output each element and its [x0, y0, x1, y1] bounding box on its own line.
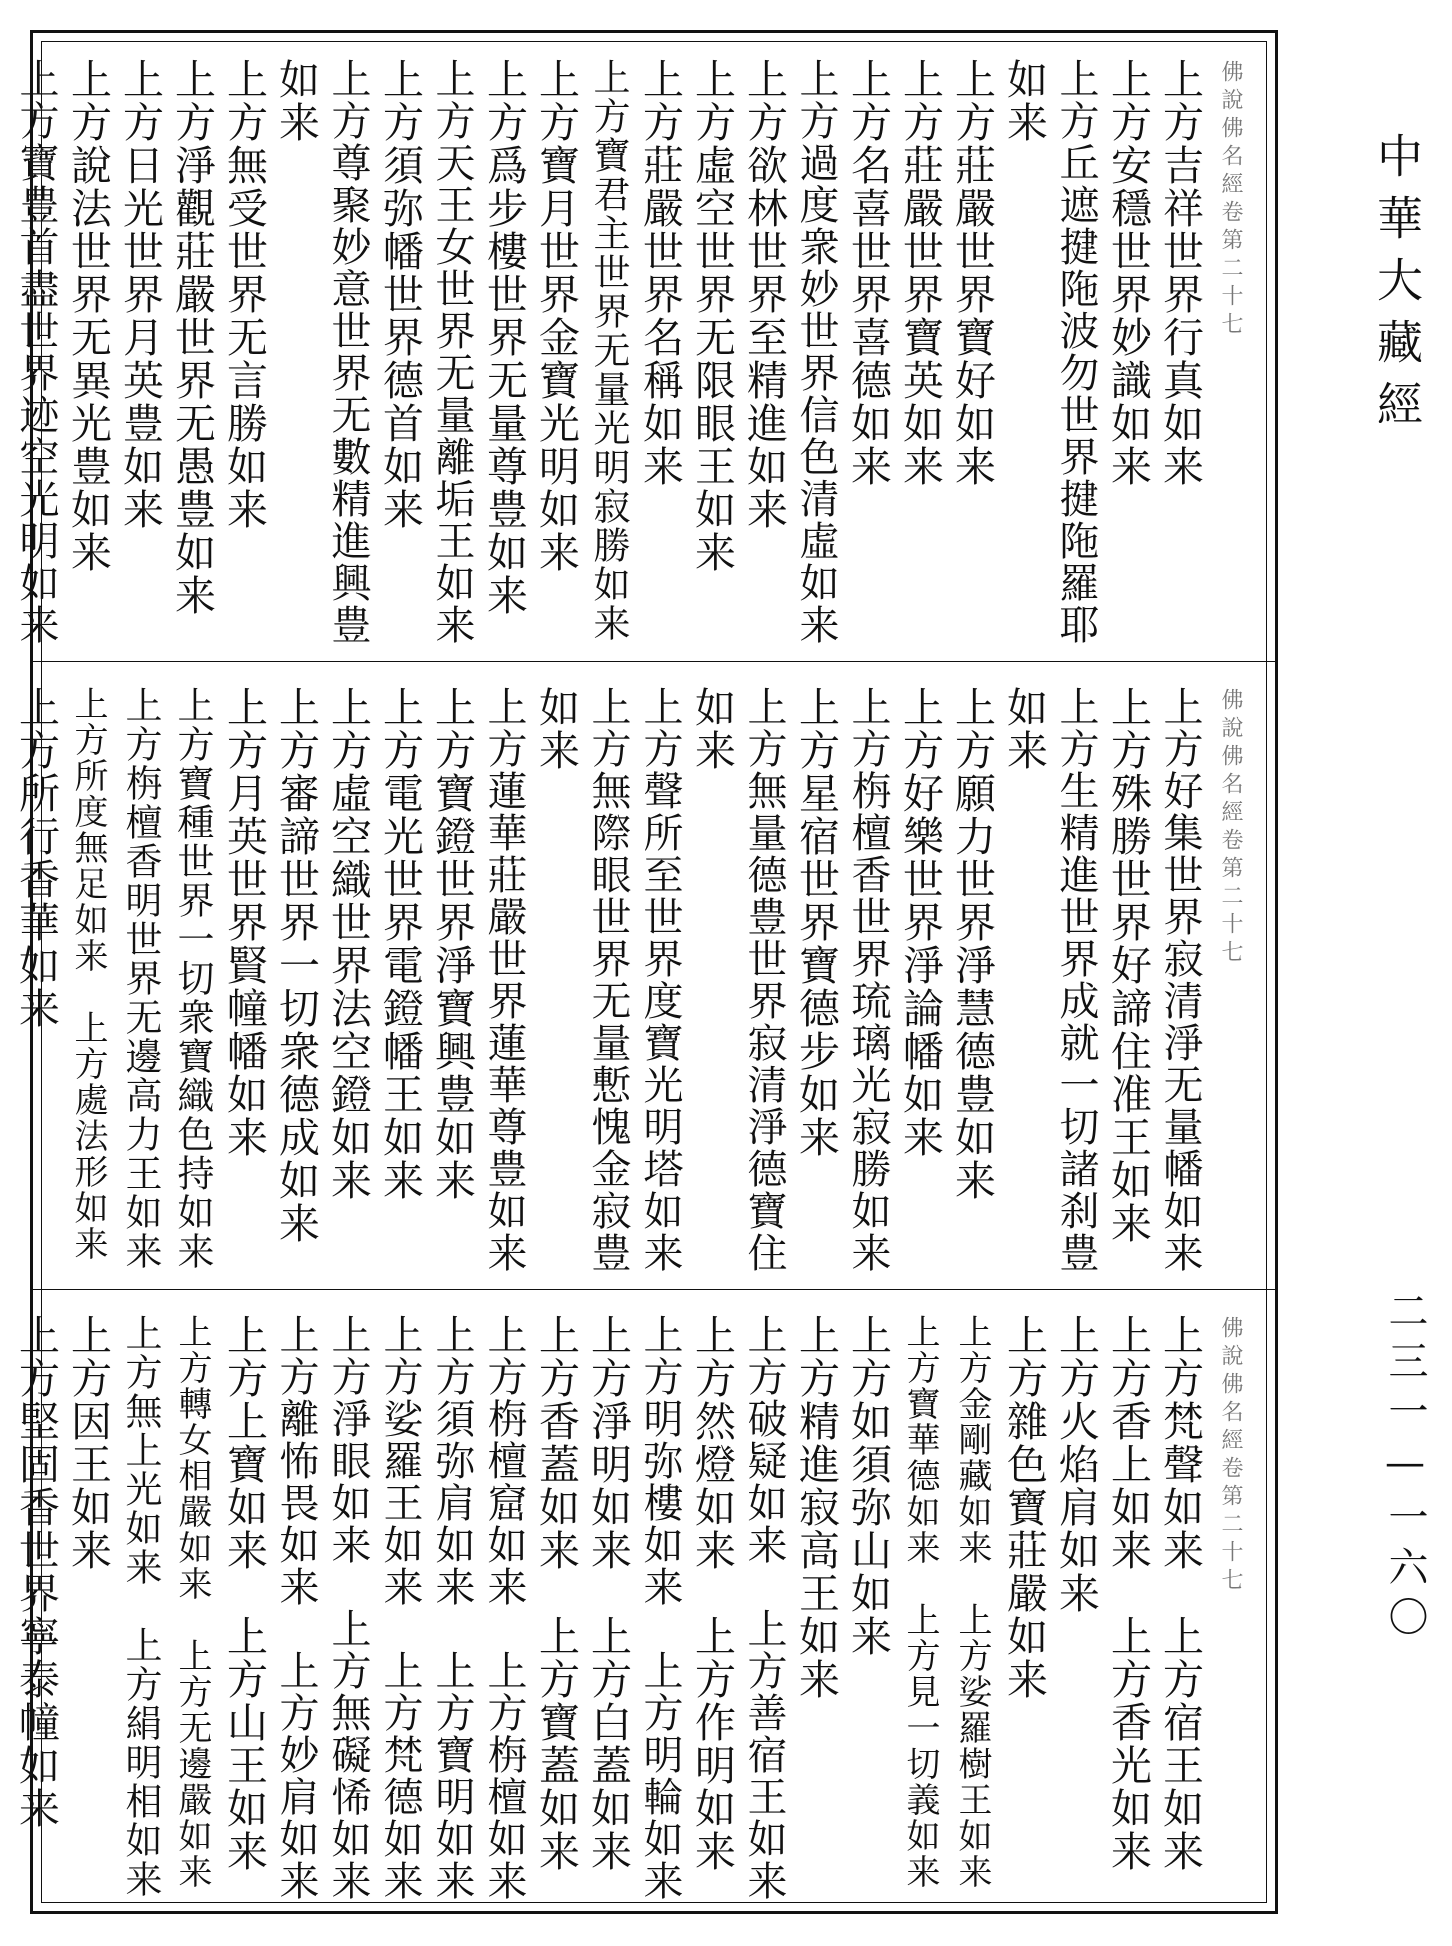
- text-column: 上方願力世界淨慧德豊如来: [948, 686, 996, 1202]
- text-column: 上方無際眼世界无量慙愧金寂豊: [585, 686, 631, 1274]
- text-column: 上方星宿世界寶德步如来: [792, 686, 840, 1159]
- text-column: 如来: [1000, 58, 1048, 144]
- text-column: 上方虛空織世界法空鐙如来: [324, 686, 372, 1202]
- text-column: 上方莊嚴世界寶好如来: [948, 58, 996, 488]
- column-grid: [12, 668, 1268, 1276]
- margin-note: 佛說佛名經卷第二十七: [1218, 60, 1243, 340]
- text-column: 上方殊勝世界好諦住准王如来: [1104, 686, 1152, 1245]
- text-column: 上方所度無足如来 上方處法形如来: [68, 686, 108, 1262]
- register-divider-2: [33, 1289, 1275, 1290]
- text-column: 上方日光世界月英豊如来: [116, 58, 164, 531]
- text-column: 上方上寶如来 上方山王如来: [220, 1314, 268, 1873]
- text-column: 上方梵聲如来 上方宿王如来: [1156, 1314, 1204, 1873]
- text-column: 上方轉女相嚴如来 上方无邊嚴如来: [172, 1314, 212, 1890]
- text-column: 上方無受世界无言勝如来: [220, 58, 268, 531]
- text-column: 上方名喜世界喜德如来: [844, 58, 892, 488]
- text-register-3: [12, 1296, 1268, 1904]
- text-column: 如来: [688, 686, 736, 772]
- text-column: 上方金剛藏如来 上方娑羅樹王如来: [952, 1314, 992, 1890]
- text-column: 上方寶華德如来 上方見一切義如来: [900, 1314, 940, 1890]
- text-column: 上方安穩世界妙識如来: [1104, 58, 1152, 488]
- text-column: 如来: [272, 58, 320, 144]
- text-column: 上方淨眼如来 上方無礙悕如来: [325, 1314, 371, 1902]
- text-column: 上方堅固香世界寧泰幢如来: [12, 1314, 60, 1830]
- text-column: 上方因王如来: [64, 1314, 112, 1572]
- text-column: 上方莊嚴世界名稱如来: [636, 58, 684, 488]
- text-column: 上方所行香華如来: [12, 686, 60, 1030]
- text-column: 如来: [1000, 686, 1048, 772]
- text-column: 上方好集世界寂清淨无量幡如来: [1157, 686, 1203, 1274]
- text-register-2: [12, 668, 1268, 1276]
- text-register-1: [13, 40, 1268, 648]
- text-column: 上方破疑如来 上方善宿王如来: [741, 1314, 787, 1902]
- text-column: 上方栴檀香世界琉璃光寂勝如来: [845, 686, 891, 1274]
- text-column: 上方寶君主世界无量光明寂勝如来: [587, 58, 630, 643]
- text-column: 上方雜色寶莊嚴如来: [1000, 1314, 1048, 1701]
- text-column: 上方天王女世界无量離垢王如来: [429, 58, 475, 646]
- text-column: 上方電光世界電鐙幡王如来: [376, 686, 424, 1202]
- text-column: 上方寶種世界一切衆寶織色持如来: [171, 686, 214, 1271]
- text-column: 上方虛空世界无限眼王如来: [688, 58, 736, 574]
- text-column: 上方栴檀香明世界无邊高力王如来: [119, 686, 162, 1271]
- text-column: 上方栴檀窟如来 上方栴檀如来: [481, 1314, 527, 1902]
- side-title: 中華大藏經: [1370, 132, 1424, 442]
- register-divider-1: [33, 661, 1275, 662]
- text-column: 上方寶月世界金寶光明如来: [532, 58, 580, 574]
- text-column: 上方無量德豊世界寂清淨德寶住: [741, 686, 787, 1274]
- text-column: 上方火焰肩如来: [1052, 1314, 1100, 1615]
- text-column: 上方娑羅王如来 上方梵德如来: [377, 1314, 423, 1902]
- text-column: 上方須弥肩如来 上方寶明如来: [429, 1314, 475, 1902]
- text-column: 上方爲步樓世界无量尊豊如来: [480, 58, 528, 617]
- text-column: 上方丘遮揵陁波勿世界揵陁羅耶: [1053, 58, 1099, 646]
- text-column: 上方審諦世界一切衆德成如来: [272, 686, 320, 1245]
- text-column: 上方月英世界賢幢幡如来: [220, 686, 268, 1159]
- text-column: 上方蓮華莊嚴世界蓮華尊豊如来: [481, 686, 527, 1274]
- text-column: 上方聲所至世界度寶光明塔如来: [637, 686, 683, 1274]
- text-column: 上方離怖畏如来 上方妙肩如来: [273, 1314, 319, 1902]
- text-column: 上方好樂世界淨論幡如来: [896, 686, 944, 1159]
- text-column: 上方如須弥山如来: [844, 1314, 892, 1658]
- column-grid: [13, 40, 1268, 648]
- text-column: 上方尊聚妙意世界无數精進興豊: [325, 58, 371, 646]
- text-column: 上方生精進世界成就一切諸刹豊: [1053, 686, 1099, 1274]
- page-number: 二三一—一六〇: [1382, 1290, 1428, 1646]
- text-column: 上方欲林世界至精進如来: [740, 58, 788, 531]
- text-column: 上方寶鐙世界淨寶興豊如来: [428, 686, 476, 1202]
- text-column: 上方過度衆妙世界信色清虛如来: [793, 58, 839, 646]
- text-column: 上方寶豊首盡世界迹空光明如来: [13, 58, 59, 646]
- text-column: 上方香上如来 上方香光如来: [1104, 1314, 1152, 1873]
- text-column: 上方香蓋如来 上方寶蓋如来: [532, 1314, 580, 1873]
- margin-note: 佛說佛名經卷第二十七: [1218, 688, 1243, 968]
- text-column: 上方淨觀莊嚴世界无愚豊如来: [168, 58, 216, 617]
- text-column: 如来: [532, 686, 580, 772]
- text-column: 上方吉祥世界行真如来: [1156, 58, 1204, 488]
- text-column: 上方無上光如来 上方絹明相如来: [119, 1314, 162, 1899]
- text-column: 上方然燈如来 上方作明如来: [688, 1314, 736, 1873]
- text-column: 上方精進寂高王如来: [792, 1314, 840, 1701]
- text-column: 上方莊嚴世界寶英如来: [896, 58, 944, 488]
- text-column: 上方說法世界无異光豊如来: [64, 58, 112, 574]
- column-grid: [12, 1296, 1268, 1904]
- text-column: 上方須弥幡世界德首如来: [376, 58, 424, 531]
- text-column: 上方淨明如来 上方白蓋如来: [584, 1314, 632, 1873]
- text-column: 上方明弥樓如来 上方明輪如来: [637, 1314, 683, 1902]
- margin-note: 佛說佛名經卷第二十七: [1218, 1316, 1243, 1596]
